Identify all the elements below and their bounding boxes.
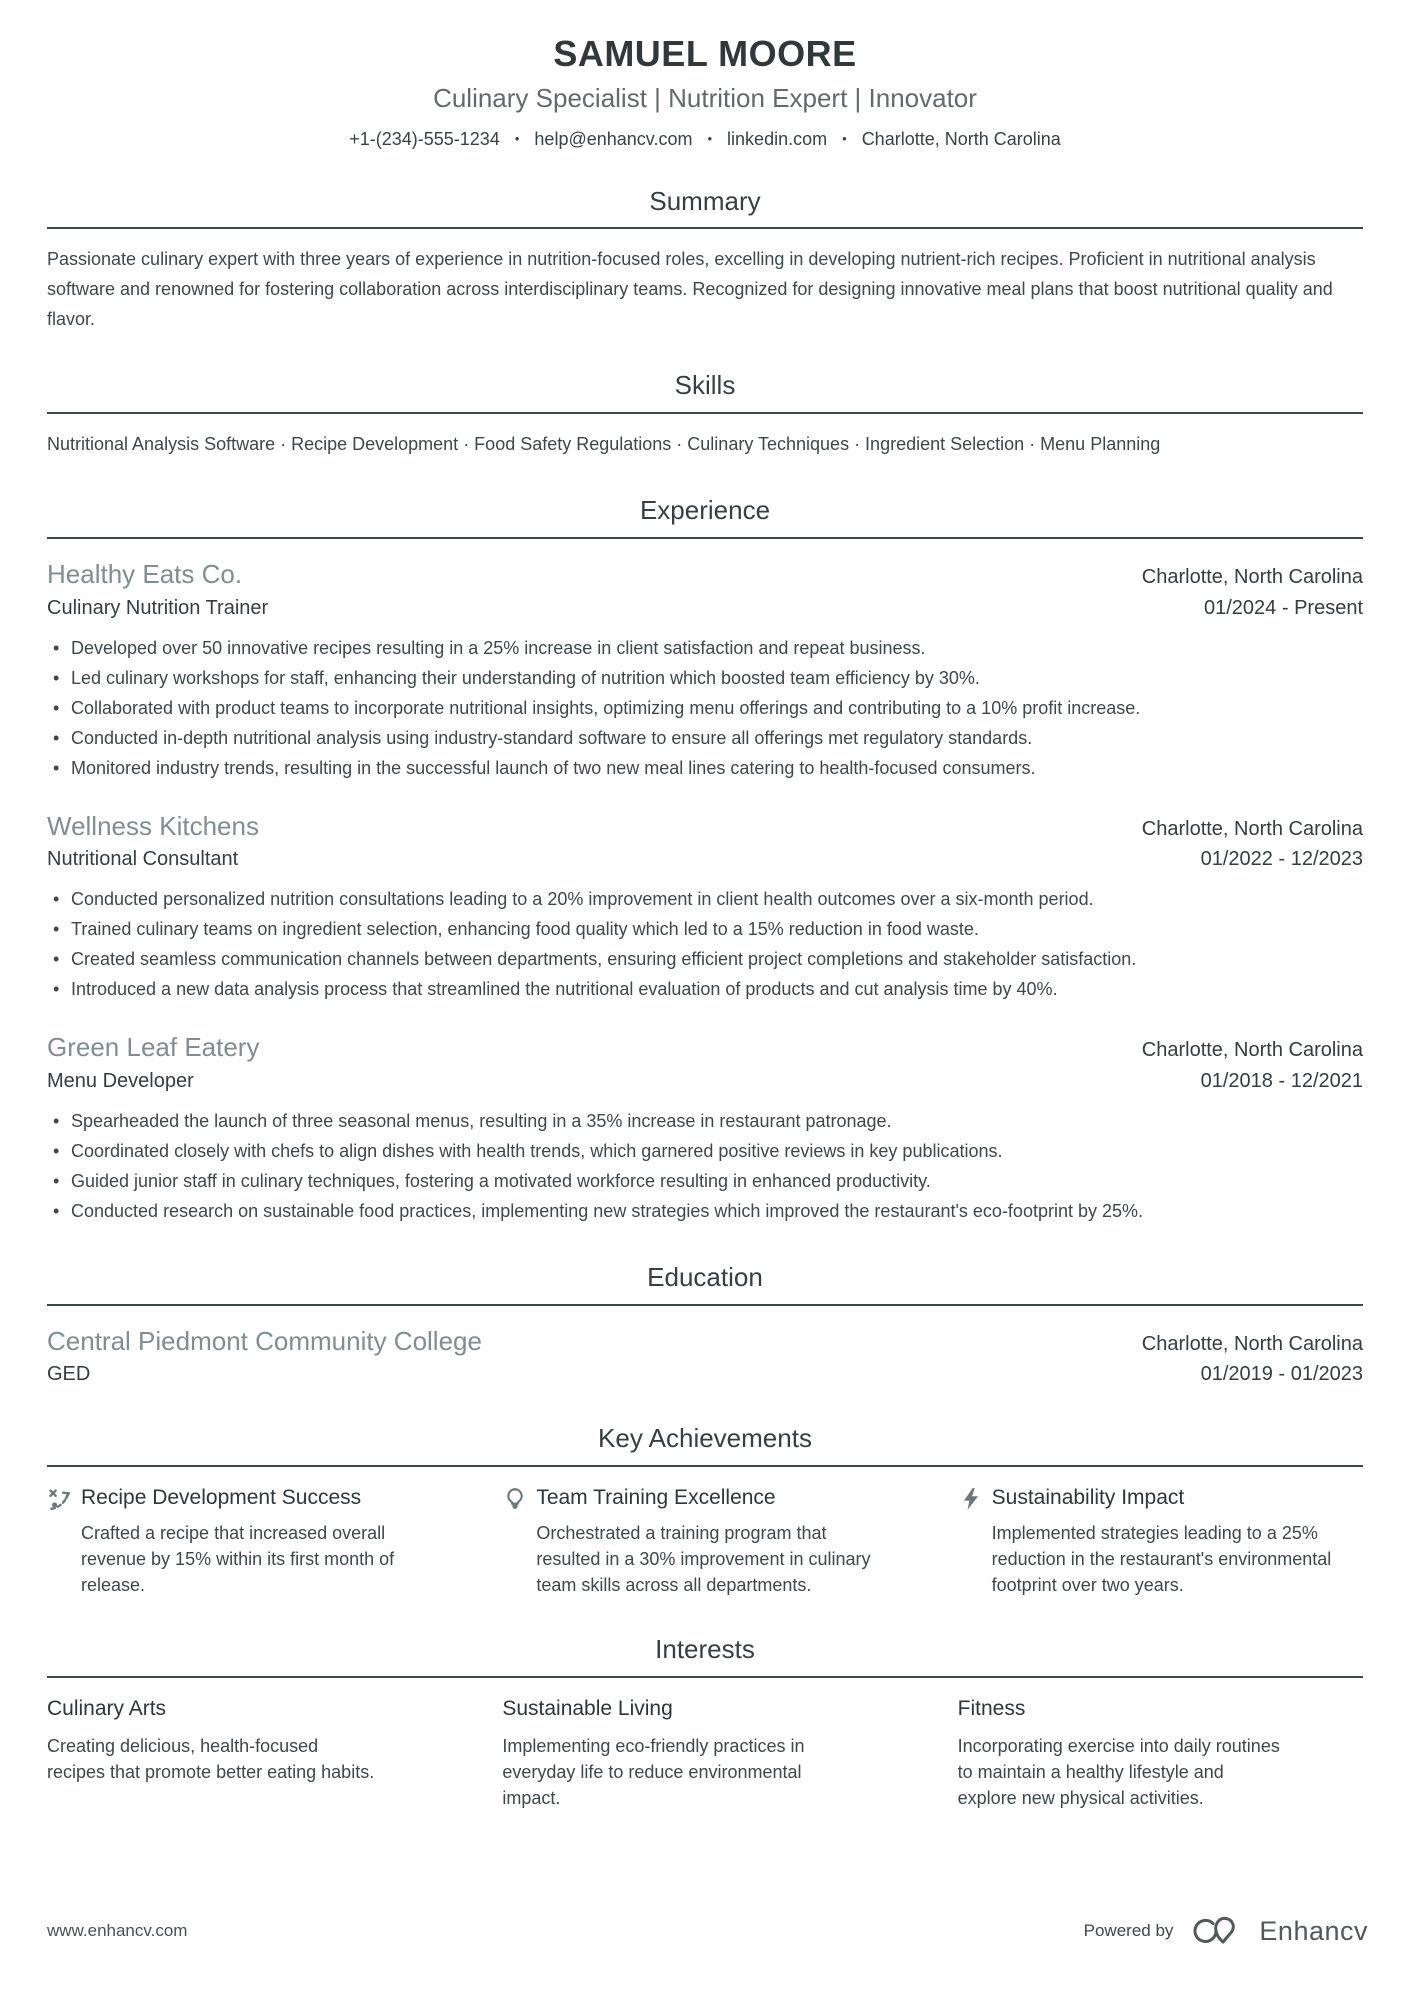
achievement-text: Orchestrated a training program that resulted in a 30% improvement in culinary team skills across all departments.: [536, 1523, 871, 1596]
achievements-grid: [47, 1484, 1363, 1598]
achievement-item: [502, 1484, 907, 1598]
brand-wordmark: Enhancv: [1259, 1915, 1368, 1946]
school-location: Charlotte, North Carolina: [1141, 1332, 1363, 1355]
section-skills: [47, 371, 1363, 459]
job-bullets: [47, 633, 1363, 783]
experience-entry: [47, 1031, 1363, 1226]
enhancv-logo-icon: [1187, 1912, 1245, 1950]
company-name: Healthy Eats Co.: [47, 559, 243, 590]
job-bullets: [47, 1106, 1363, 1226]
education-heading: Education: [647, 1261, 763, 1292]
powered-by-label: Powered by: [1083, 1921, 1174, 1940]
job-title: Menu Developer: [47, 1069, 194, 1092]
company-name: Wellness Kitchens: [47, 810, 259, 841]
experience-heading: Experience: [639, 495, 771, 526]
summary-text: Passionate culinary expert with three years of experience in nutrition-focused roles, excelling in developing nutrient-rich recipes. Proficient in nutritional analysis software and renowned for fostering collaboration across interdisciplinary teams. Recognized for designing innovative meal plans that boost nutritional quality and flavor.: [47, 249, 1333, 330]
person-name: SAMUEL MOORE: [553, 33, 857, 74]
experience-entry: [47, 810, 1363, 1005]
location-text: Charlotte, North Carolina: [861, 128, 1061, 149]
email-link[interactable]: help@enhancv.com: [534, 128, 693, 149]
bullet-item: • Conducted in-depth nutritional analysis using industry-standard software to ensure all offerings met regulatory standards.: [47, 723, 1363, 753]
interest-text: Implementing eco-friendly practices in everyday life to reduce environmental impact.: [502, 1735, 805, 1808]
bullet-item: • Conducted personalized nutrition consultations leading to a 20% improvement in client health outcomes over a six-month period.: [47, 884, 1363, 914]
contact-line: [47, 129, 1363, 150]
bullet-item: • Guided junior staff in culinary techniques, fostering a motivated workforce resulting in enhanced productivity.: [47, 1166, 1363, 1196]
achievement-title: Sustainability Impact: [991, 1486, 1185, 1510]
school-name: Central Piedmont Community College: [47, 1325, 482, 1356]
lightbulb-icon: [502, 1486, 528, 1512]
lightning-icon: [958, 1486, 984, 1512]
section-divider: [47, 227, 1363, 229]
page-footer: [47, 1912, 1368, 1950]
bullet-item: • Introduced a new data analysis process that streamlined the nutritional evaluation of products and cut analysis time by 40%.: [47, 974, 1363, 1004]
achievement-text: Implemented strategies leading to a 25% reduction in the restaurant's environmental footprint over two years.: [991, 1523, 1332, 1596]
section-achievements: [47, 1424, 1363, 1598]
interest-item: [47, 1695, 452, 1810]
achievement-title: Team Training Excellence: [536, 1486, 776, 1510]
job-dates: 01/2018 - 12/2021: [1200, 1069, 1363, 1092]
website-url: www.enhancv.com: [47, 1921, 188, 1940]
interest-title: Fitness: [957, 1697, 1026, 1721]
summary-heading: Summary: [649, 185, 761, 216]
job-location: Charlotte, North Carolina: [1141, 817, 1363, 840]
linkedin-link[interactable]: linkedin.com: [727, 128, 828, 149]
achievement-item: [958, 1484, 1363, 1598]
bullet-item: • Led culinary workshops for staff, enhancing their understanding of nutrition which boosted team efficiency by 30%.: [47, 663, 1363, 693]
bullet-item: • Coordinated closely with chefs to align dishes with health trends, which garnered positive reviews in key publications.: [47, 1136, 1363, 1166]
achievement-title: Recipe Development Success: [81, 1486, 362, 1510]
interest-item: [502, 1695, 907, 1810]
degree-name: GED: [47, 1363, 91, 1386]
strategy-icon: [47, 1486, 73, 1512]
interest-title: Culinary Arts: [47, 1697, 167, 1721]
bullet-item: • Conducted research on sustainable food practices, implementing new strategies which improved the restaurant's eco-footprint by 25%.: [47, 1196, 1363, 1226]
section-interests: [47, 1635, 1363, 1810]
job-title: Culinary Nutrition Trainer: [47, 596, 269, 619]
bullet-item: • Developed over 50 innovative recipes resulting in a 25% increase in client satisfaction and repeat business.: [47, 633, 1363, 663]
job-title: Nutritional Consultant: [47, 848, 239, 871]
job-bullets: [47, 884, 1363, 1004]
skills-heading: Skills: [674, 370, 736, 401]
bullet-item: • Monitored industry trends, resulting in the successful launch of two new meal lines catering to health-focused consumers.: [47, 753, 1363, 783]
section-summary: [47, 187, 1363, 335]
section-experience: [47, 496, 1363, 1225]
achievement-text: Crafted a recipe that increased overall revenue by 15% within its first month of release.: [81, 1523, 395, 1596]
experience-entry: [47, 558, 1363, 783]
resume-header: [47, 34, 1363, 150]
separator-dot: •: [842, 130, 847, 146]
bullet-item: • Trained culinary teams on ingredient selection, enhancing food quality which led to a 15% reduction in food waste.: [47, 914, 1363, 944]
section-divider: [47, 1676, 1363, 1678]
job-dates: 01/2022 - 12/2023: [1200, 848, 1363, 871]
phone-number: +1-(234)-555-1234: [349, 128, 500, 149]
education-dates: 01/2019 - 01/2023: [1200, 1363, 1363, 1386]
job-dates: 01/2024 - Present: [1204, 596, 1363, 619]
section-divider: [47, 1304, 1363, 1306]
separator-dot: •: [514, 130, 520, 146]
interest-text: Creating delicious, health-focused recipes that promote better eating habits.: [47, 1735, 375, 1782]
separator-dot: •: [707, 130, 713, 146]
section-divider: [47, 1465, 1363, 1467]
interest-item: [958, 1695, 1363, 1810]
interest-text: Incorporating exercise into daily routines to maintain a healthy lifestyle and explore new physical activities.: [957, 1735, 1280, 1808]
interests-heading: Interests: [655, 1634, 755, 1665]
job-location: Charlotte, North Carolina: [1141, 1039, 1363, 1062]
job-location: Charlotte, North Carolina: [1141, 566, 1363, 589]
section-divider: [47, 537, 1363, 539]
education-entry: [47, 1325, 1363, 1388]
section-education: [47, 1263, 1363, 1387]
bullet-item: • Collaborated with product teams to incorporate nutritional insights, optimizing menu offerings and contributing to a 10% profit increase.: [47, 693, 1363, 723]
section-divider: [47, 412, 1363, 414]
bullet-item: • Spearheaded the launch of three seasonal menus, resulting in a 35% increase in restaurant patronage.: [47, 1106, 1363, 1136]
achievement-item: [47, 1484, 452, 1598]
powered-by-block: [1084, 1912, 1368, 1950]
bullet-item: • Created seamless communication channels between departments, ensuring efficient project completions and stakeholder satisfaction.: [47, 944, 1363, 974]
headline: Culinary Specialist | Nutrition Expert | Innovator: [433, 82, 977, 113]
interests-grid: [47, 1695, 1363, 1810]
interest-title: Sustainable Living: [502, 1697, 673, 1721]
achievements-heading: Key Achievements: [598, 1423, 812, 1454]
company-name: Green Leaf Eatery: [47, 1032, 260, 1063]
skills-list: Nutritional Analysis Software · Recipe Development · Food Safety Regulations · Culinary Techniques · Ingredient Selection · Menu Planning: [47, 434, 1161, 455]
